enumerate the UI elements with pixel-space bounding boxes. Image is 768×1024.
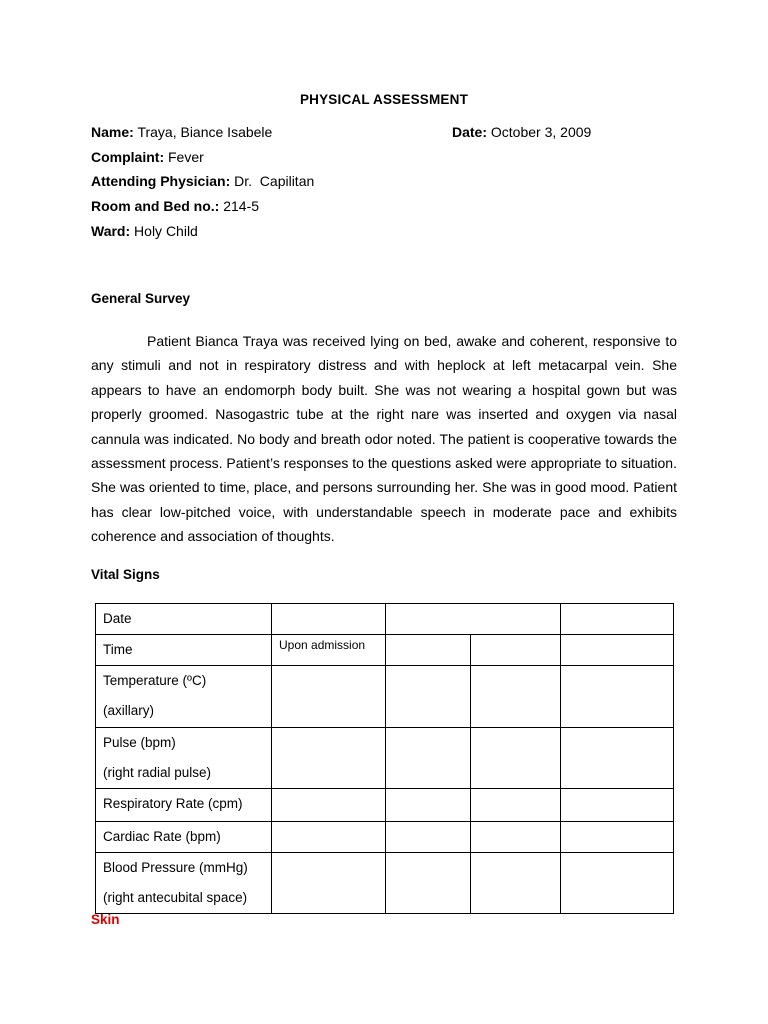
ward-field xyxy=(91,223,198,239)
pulse-row-label xyxy=(96,728,272,789)
respiratory-cell xyxy=(471,789,561,822)
cardiac-cell xyxy=(386,822,471,853)
respiratory-row-label: Respiratory Rate (cpm) xyxy=(96,789,272,822)
pulse-cell xyxy=(272,728,386,789)
table-row xyxy=(96,666,674,728)
time-cell xyxy=(386,635,471,666)
upon-admission-cell: Upon admission xyxy=(272,635,386,666)
vital-signs-heading: Vital Signs xyxy=(91,567,160,582)
temperature-site: (axillary) xyxy=(103,703,155,718)
physician-field xyxy=(91,173,314,189)
date-value: October 3, 2009 xyxy=(490,124,592,140)
name-field xyxy=(91,124,272,140)
bp-row-label xyxy=(96,853,272,914)
room-label: Room and Bed no.: xyxy=(91,198,220,214)
page-title: PHYSICAL ASSESSMENT xyxy=(299,92,469,107)
table-row xyxy=(96,728,674,789)
bp-cell xyxy=(561,853,674,914)
time-cell xyxy=(471,635,561,666)
pulse-label: Pulse (bpm) xyxy=(103,735,176,750)
cardiac-cell xyxy=(471,822,561,853)
table-row xyxy=(96,822,674,853)
bp-cell xyxy=(386,853,471,914)
table-row xyxy=(96,635,674,666)
name-label: Name: xyxy=(91,124,134,140)
time-cell xyxy=(561,635,674,666)
pulse-cell xyxy=(471,728,561,789)
room-value: 214-5 xyxy=(223,198,260,214)
cardiac-cell xyxy=(561,822,674,853)
time-row-label: Time xyxy=(96,635,272,666)
name-value: Traya, Biance Isabele xyxy=(137,124,273,140)
date-field xyxy=(452,124,591,140)
date-row-label: Date xyxy=(96,604,272,635)
temperature-cell xyxy=(272,666,386,728)
respiratory-cell xyxy=(272,789,386,822)
temperature-cell xyxy=(471,666,561,728)
date-cell xyxy=(386,604,561,635)
date-cell xyxy=(561,604,674,635)
bp-cell xyxy=(471,853,561,914)
date-cell xyxy=(272,604,386,635)
complaint-label: Complaint: xyxy=(91,149,165,165)
table-row xyxy=(96,604,674,635)
temperature-label: Temperature (ºC) xyxy=(103,673,207,688)
physician-value: Dr. Capilitan xyxy=(234,173,315,189)
pulse-cell xyxy=(561,728,674,789)
bp-site: (right antecubital space) xyxy=(103,890,248,905)
ward-label: Ward: xyxy=(91,223,131,239)
temperature-row-label xyxy=(96,666,272,728)
bp-cell xyxy=(272,853,386,914)
temperature-cell xyxy=(386,666,471,728)
bp-label: Blood Pressure (mmHg) xyxy=(103,860,248,875)
table-row xyxy=(96,853,674,914)
complaint-field xyxy=(91,149,204,165)
respiratory-cell xyxy=(386,789,471,822)
general-survey-paragraph: Patient Bianca Traya was received lying on bed, awake and coherent, responsive to any stimuli and not in respiratory distress and with heplock at left metacarpal vein. She appears to have an endomorph body built. She was not wearing a hospital gown but was properly groomed. Nasogastric tube at the right nare was inserted and oxygen via nasal cannula was indicated. No body and breath odor noted. The patient is cooperative towards the assessment process. Patient’s responses to the questions asked were appropriate to situation. She was oriented to time, place, and persons surrounding her. She was in good mood. Patient has clear low-pitched voice, with understandable speech in moderate pace and exhibits coherence and association of thoughts. xyxy=(91,333,677,545)
pulse-site: (right radial pulse) xyxy=(103,765,212,780)
complaint-value: Fever xyxy=(168,149,204,165)
physician-label: Attending Physician: xyxy=(91,173,231,189)
general-survey-heading: General Survey xyxy=(91,291,191,306)
ward-value: Holy Child xyxy=(134,223,198,239)
vital-signs-table xyxy=(95,603,674,914)
cardiac-cell xyxy=(272,822,386,853)
respiratory-cell xyxy=(561,789,674,822)
table-row xyxy=(96,789,674,822)
skin-heading: Skin xyxy=(91,912,120,927)
date-label: Date: xyxy=(452,124,488,140)
cardiac-row-label: Cardiac Rate (bpm) xyxy=(96,822,272,853)
room-field xyxy=(91,198,259,214)
pulse-cell xyxy=(386,728,471,789)
temperature-cell xyxy=(561,666,674,728)
